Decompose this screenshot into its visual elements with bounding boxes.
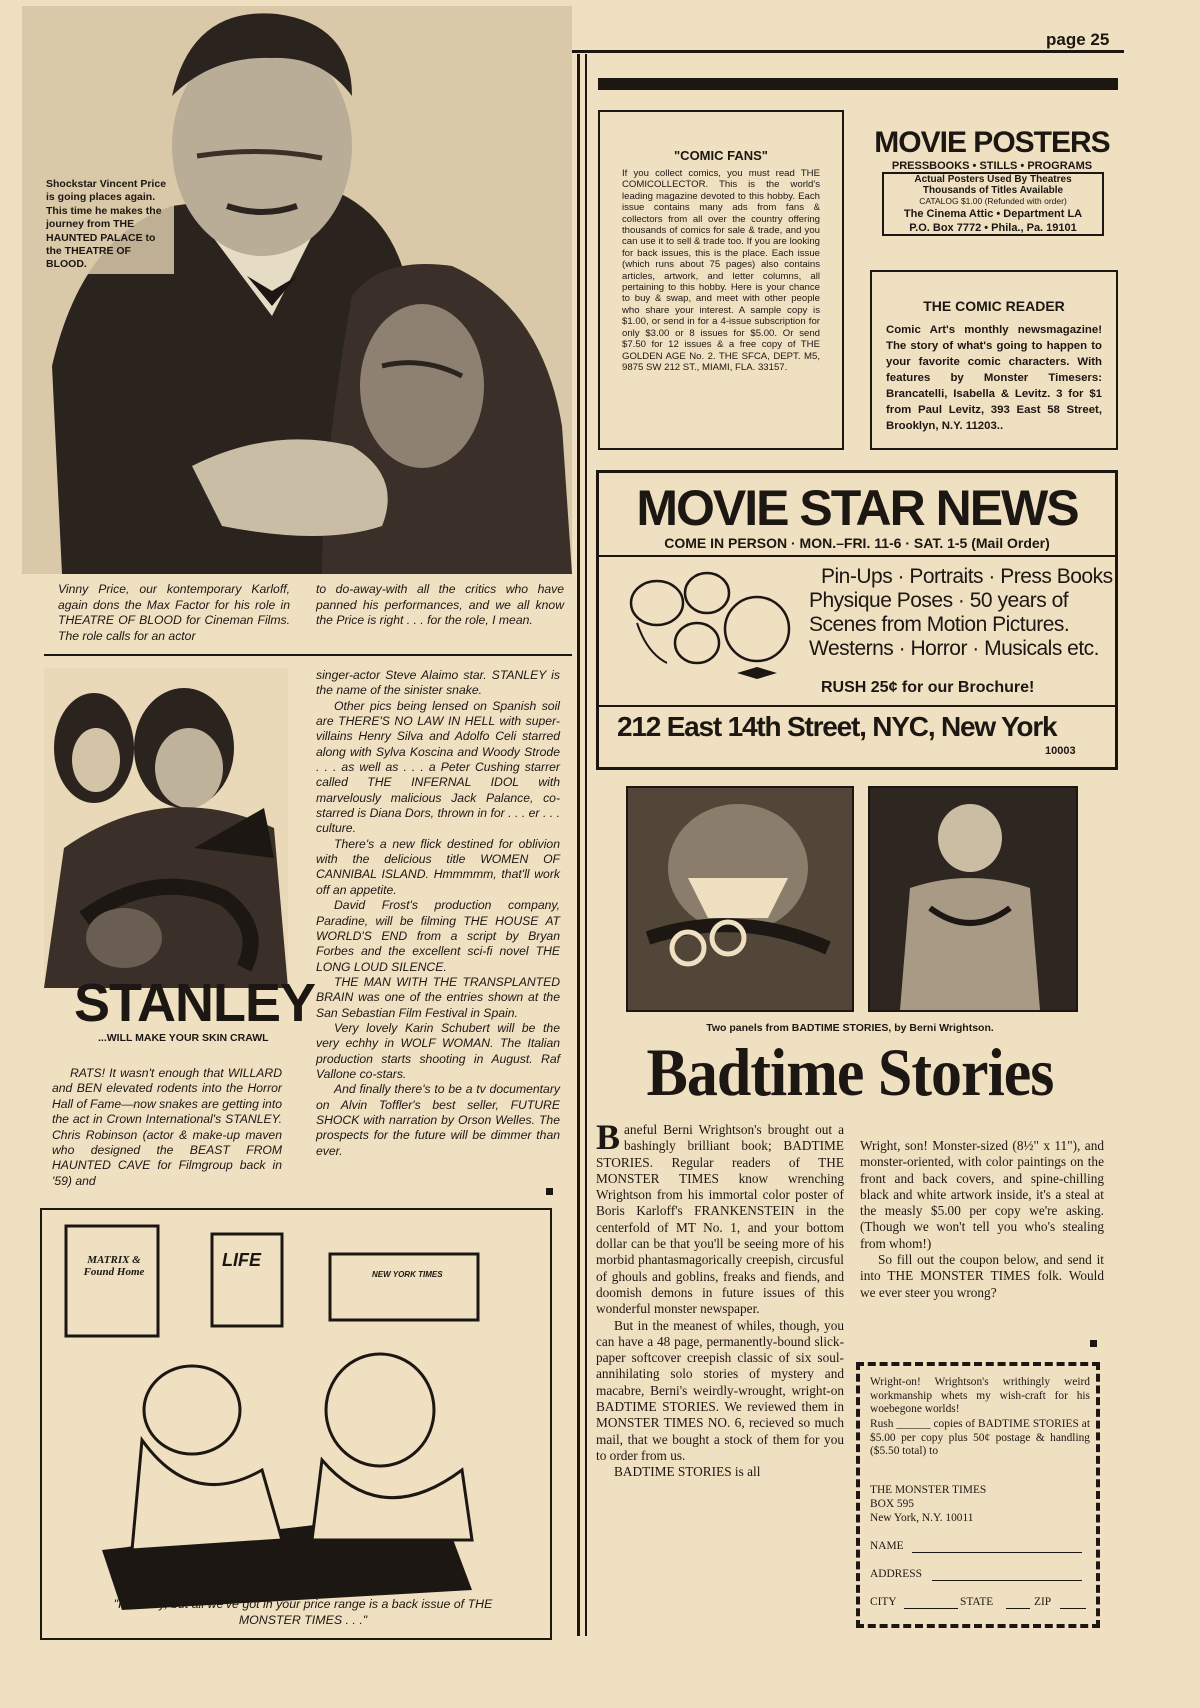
movie-posters-line3: Thousands of Titles Available (922, 185, 1064, 196)
drop-cap: B (596, 1117, 621, 1157)
movie-star-news-ad (596, 470, 1118, 770)
stanley-col2-text (316, 668, 560, 1159)
right-top-bar (598, 78, 1118, 90)
stanley-col2-para: Very lovely Karin Schubert will be the very echhy in WOLF WOMAN. The Italian production starts shooting in August. Raf Vallone co-stars. (316, 1020, 560, 1081)
price-caption-right: to do-away-with all the critics who have panned his performances, and we all know the Price is right . . . for the role, I mean. (316, 582, 564, 628)
msn-list-1: Pin-Ups · Portraits · Press Books (821, 565, 1113, 588)
coupon-intro: Wright-on! Wrightson's writhingly weird workmanship whets my wish-craft for his woebegone worlds! (870, 1376, 1090, 1416)
badtime-panels-caption: Two panels from BADTIME STORIES, by Berni Wrightson. (706, 1022, 994, 1034)
badtime-col1-para: BADTIME STORIES is all (614, 1464, 761, 1480)
comic-fans-body: If you collect comics, you must read THE COMICOLLECTOR. This is the world's leading magazine devoted to this hobby. Each issue contains many ads from fans & collectors from all over the country offering thousands of comics for sale & trade, and you can use it to sell & trade too. If you are looking for back issues, this is the place. Each issue (which runs about 75 pages) also contains articles, artwork, and letter columns, all pertaining to this hobby. Here is your chance to buy & swap, and meet with other people who share your interest. A sample copy is $1.00, or send in for a 4-issue subscription for only $3.00 or 8 issues for $5.00. Or send $7.50 for 12 issues & a free copy of THE GOLDEN AGE No. 2. THE SFCA, DEPT. M5, 9875 SW 212 ST., MIAMI, FLA. 33157. (622, 168, 820, 373)
movie-posters-line5: The Cinema Attic • Department LA (903, 208, 1083, 220)
badtime-panel-1 (626, 786, 854, 1012)
msn-rule-2 (599, 705, 1115, 707)
msn-address: 212 East 14th Street, NYC, New York (617, 711, 1057, 742)
comic-reader-ad (870, 270, 1118, 450)
coupon-addr2: BOX 595 (870, 1498, 914, 1510)
section-rule (44, 654, 572, 656)
stanley-col2-para: David Frost's production company, Paradine, will be filming THE HOUSE AT WORLD'S END from a script by Bryan Forbes and the excellent sci-fi novel THE LONG LOUD SILENCE. (316, 898, 560, 974)
panel-2-illustration (870, 788, 1076, 1010)
comic-reader-body: Comic Art's monthly newsmagazine! The story of what's going to happen to your favorite comic characters. With features by Monster Timesers: Brancatelli, Isabella & Levitz. 3 for $1 from Paul Levitz, 393 East 58 Street, Brooklyn, N.Y. 11203.. (886, 324, 1102, 432)
column-divider-2 (585, 54, 587, 1636)
price-caption-left: Vinny Price, our kontemporary Karloff, again dons the Max Factor for his role in THEATRE OF BLOOD for Cineman Films. The role calls for an actor (58, 582, 290, 643)
stanley-col1-text: RATS! It wasn't enough that WILLARD and BEN elevated rodents into the Horror Hall of Fame—now snakes are getting into the act in Crown International's STANLEY. Chris Robinson (actor & make-up maven who designed the BEAST FROM HAUNTED CAVE for Filmgroup back in '59) and (52, 1066, 282, 1188)
photo-inset-caption: Shockstar Vincent Price is going places again. This time he makes the journey from THE HAUNTED PALACE to the THEATRE OF BLOOD. (44, 176, 174, 274)
cartoon-caption: "I'm sorry, but all we've got in your price range is a back issue of THE MONSTER TIMES . . ." (113, 1597, 493, 1627)
city-field[interactable] (904, 1608, 958, 1609)
order-coupon[interactable] (856, 1362, 1100, 1628)
badtime-col1 (596, 1117, 844, 1481)
photo-illustration (22, 6, 572, 574)
coupon-addr3: New York, N.Y. 10011 (870, 1512, 974, 1524)
coupon-name-label: NAME (870, 1540, 904, 1552)
cartoon-signature: Tom Armstrong (388, 1574, 462, 1588)
stanley-col2-para: There's a new flick destined for oblivion with the delicious title WOMEN OF CANNIBAL ISLAND. Hmmmmm, that'll work off an appetite. (316, 836, 560, 897)
stanley-title: STANLEY (74, 973, 316, 1033)
coupon-addr1: THE MONSTER TIMES (870, 1484, 987, 1496)
movie-posters-line6: P.O. Box 7772 • Phila., Pa. 19101 (909, 222, 1077, 234)
badtime-col2-para: So fill out the coupon below, and send it into THE MONSTER TIMES folk. Would we ever steer you wrong? (860, 1252, 1104, 1300)
stanley-col2-para: singer-actor Steve Alaimo star. STANLEY is the name of the sinister snake. (316, 668, 560, 698)
msn-list-3: Scenes from Motion Pictures. (809, 613, 1070, 636)
movie-posters-line1: PRESSBOOKS • STILLS • PROGRAMS (891, 160, 1093, 172)
stanley-tagline: ...WILL MAKE YOUR SKIN CRAWL (98, 1032, 269, 1044)
comic-fans-ad (598, 110, 844, 450)
end-mark (1090, 1340, 1097, 1347)
msn-hours: COME IN PERSON · MON.–FRI. 11-6 · SAT. 1-5 (Mail Order) (664, 535, 1050, 551)
state-field[interactable] (1006, 1608, 1030, 1609)
cartoon-sign-2: LIFE (222, 1250, 261, 1270)
comic-reader-title: THE COMIC READER (923, 298, 1065, 314)
vincent-price-photo (22, 6, 572, 574)
badtime-panel-2 (868, 786, 1078, 1012)
page-number: page 25 (1046, 30, 1110, 49)
name-field[interactable] (912, 1552, 1082, 1553)
cartoon-panel (40, 1208, 552, 1640)
stanley-col2-para: THE MAN WITH THE TRANSPLANTED BRAIN was one of the entries shown at the San Sebastian Film Festival in Spain. (316, 974, 560, 1020)
badtime-col1-para: But in the meanest of whiles, though, you can have a 48 page, permanently-bound slick-paper softcover creepish classic of six soul-annihilating solo stories of mystery and macabre, Berni's weirdly-wrought, wright-on BADTIME STORIES. We reviewed them in MONSTER TIMES NO. 6, recieved so much mail, that we bought a stock of them for you to order from us. (596, 1317, 844, 1463)
end-mark (546, 1188, 553, 1195)
coupon-address-label: ADDRESS (870, 1568, 922, 1580)
stanley-poster (44, 668, 316, 1046)
msn-list-4: Westerns · Horror · Musicals etc. (809, 637, 1099, 660)
stanley-col2-para: And finally there's to be a tv documentary on Alvin Toffler's best seller, FUTURE SHOCK with narration by Orson Welles. The prospects for the future will be dimmer than ever. (316, 1082, 560, 1158)
coupon-city-label: CITY (870, 1596, 897, 1608)
stanley-illustration (44, 668, 288, 988)
msn-list-2: Physique Poses · 50 years of (809, 589, 1069, 612)
movie-posters-box (882, 172, 1104, 236)
msn-rush: RUSH 25¢ for our Brochure! (821, 679, 1035, 696)
msn-rule (599, 555, 1115, 557)
movie-posters-line4: CATALOG $1.00 (Refunded with order) (919, 196, 1067, 206)
address-field[interactable] (932, 1580, 1082, 1581)
column-divider (577, 54, 580, 1636)
badtime-col1-para: Baneful Berni Wrightson's brought out a bashingly brilliant book; BADTIME STORIES. Regular readers of THE MONSTER TIMES know wrenching Wrightson from his immortal color poster of Boris Karloff's FRANKENSTEIN in the centerfold of MT No. 1, and your bottom dollar can be that you'll be seeing more of his morbid phantasmagorically creepish, circusful of ghouls and goblins, freaks and fiends, and doomish demons in future issues of this wonderful monster newspaper. (596, 1117, 844, 1317)
cartoon-sign-3: NEW YORK TIMES (372, 1270, 443, 1279)
badtime-col2 (860, 1138, 1104, 1301)
msn-title: MOVIE STAR NEWS (636, 480, 1078, 536)
caricature-illustration (617, 563, 797, 691)
badtime-headline: Badtime Stories (646, 1035, 1054, 1111)
badtime-col2-para: Wright, son! Monster-sized (8½" x 11"), and monster-oriented, with color paintings on the front and back covers, and spine-chilling black and white artwork inside, it's a steal at the measly $5.00 per copy we're asking. (Though we won't tell you who's stealing from whom!) (860, 1138, 1104, 1251)
panel-1-illustration (628, 788, 852, 1010)
coupon-rush-line: Rush ______ copies of BADTIME STORIES at $5.00 per copy plus 50¢ postage & handling ($5.50 total) to (870, 1418, 1090, 1458)
movie-posters-title: MOVIE POSTERS (874, 126, 1110, 159)
stanley-col2-para: Other pics being lensed on Spanish soil are THERE'S NO LAW IN HELL with super-villains Henry Silva and Adolfo Celi starred along with Sylva Koscina and Woody Strode . . . as well as . . . a Peter Cushing starrer called THE INFERNAL IDOL with marvelously malicious Jack Palance, co-starred is Diana Dors, thrown in for . . . er . . . culture. (316, 698, 560, 836)
movie-posters-line2: Actual Posters Used By Theatres (914, 174, 1072, 185)
msn-zip: 10003 (1045, 745, 1076, 757)
coupon-zip-label: ZIP (1034, 1596, 1052, 1608)
comic-fans-title: "COMIC FANS" (674, 148, 768, 163)
movie-posters-ad (870, 126, 1114, 236)
cartoon-sign-1: MATRIX & Found Home (83, 1254, 145, 1278)
zip-field[interactable] (1060, 1608, 1086, 1609)
coupon-state-label: STATE (960, 1596, 994, 1608)
